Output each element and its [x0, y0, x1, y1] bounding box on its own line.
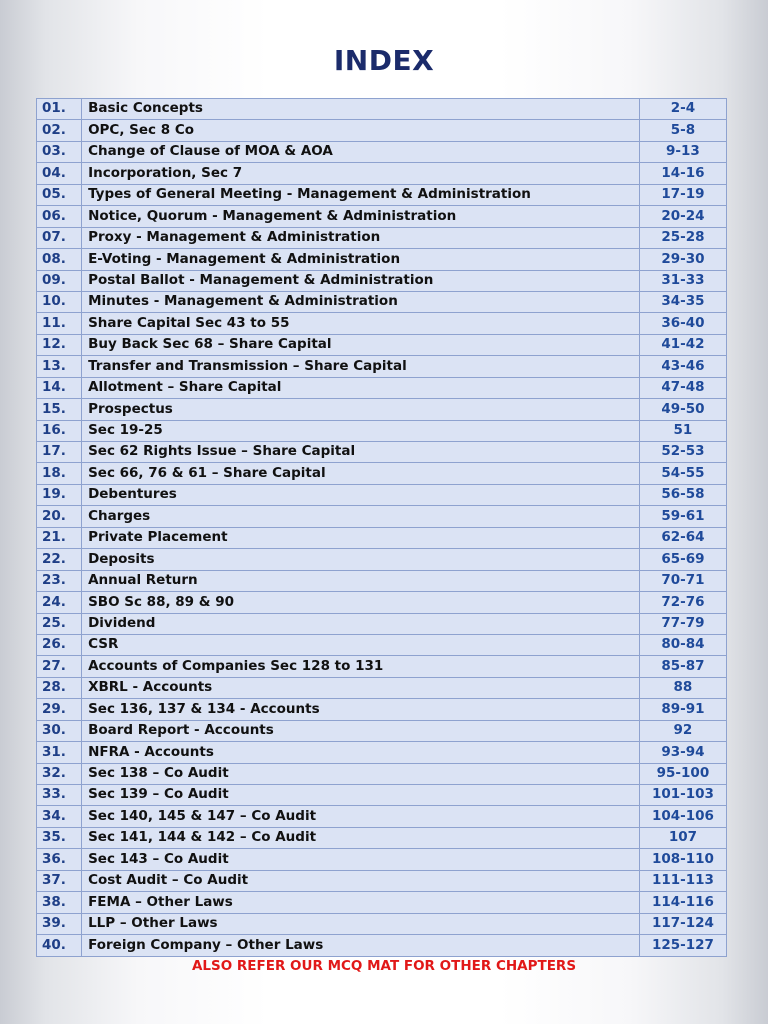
page-title: INDEX [333, 44, 435, 77]
page-range: 101-103 [639, 785, 726, 806]
chapter-number: 28. [37, 677, 82, 698]
page-range: 93-94 [639, 742, 726, 763]
page-range: 29-30 [639, 249, 726, 270]
chapter-number: 38. [37, 892, 82, 913]
chapter-number: 18. [37, 463, 82, 484]
table-row [37, 677, 727, 698]
table-row [37, 720, 727, 741]
chapter-title: Dividend [82, 613, 640, 634]
table-row [37, 184, 727, 205]
page-range: 20-24 [639, 206, 726, 227]
table-row [37, 313, 727, 334]
page-range: 111-113 [639, 870, 726, 891]
index-table [36, 98, 727, 957]
chapter-number: 12. [37, 334, 82, 355]
chapter-number: 19. [37, 484, 82, 505]
chapter-title: CSR [82, 634, 640, 655]
page-range: 108-110 [639, 849, 726, 870]
page-range: 107 [639, 827, 726, 848]
chapter-number: 04. [37, 163, 82, 184]
page-range: 59-61 [639, 506, 726, 527]
table-row [37, 806, 727, 827]
chapter-title: Sec 62 Rights Issue – Share Capital [82, 442, 640, 463]
chapter-number: 02. [37, 120, 82, 141]
page-range: 52-53 [639, 442, 726, 463]
chapter-number: 05. [37, 184, 82, 205]
table-row [37, 356, 727, 377]
chapter-number: 34. [37, 806, 82, 827]
chapter-title: Board Report - Accounts [82, 720, 640, 741]
table-row [37, 656, 727, 677]
chapter-number: 40. [37, 935, 82, 956]
table-row [37, 399, 727, 420]
chapter-title: Share Capital Sec 43 to 55 [82, 313, 640, 334]
chapter-title: Sec 141, 144 & 142 – Co Audit [82, 827, 640, 848]
page-range: 14-16 [639, 163, 726, 184]
table-row [37, 699, 727, 720]
chapter-number: 33. [37, 785, 82, 806]
table-row [37, 849, 727, 870]
chapter-number: 32. [37, 763, 82, 784]
chapter-title: Incorporation, Sec 7 [82, 163, 640, 184]
page-range: 92 [639, 720, 726, 741]
chapter-title: Cost Audit – Co Audit [82, 870, 640, 891]
chapter-title: Postal Ballot - Management & Administration [82, 270, 640, 291]
chapter-title: Debentures [82, 484, 640, 505]
chapter-title: Foreign Company – Other Laws [82, 935, 640, 956]
chapter-number: 01. [37, 99, 82, 120]
page-range: 5-8 [639, 120, 726, 141]
table-row [37, 163, 727, 184]
page-range: 51 [639, 420, 726, 441]
chapter-number: 08. [37, 249, 82, 270]
table-row [37, 484, 727, 505]
chapter-number: 35. [37, 827, 82, 848]
chapter-title: Basic Concepts [82, 99, 640, 120]
chapter-title: Minutes - Management & Administration [82, 291, 640, 312]
page-range: 80-84 [639, 634, 726, 655]
page-range: 117-124 [639, 913, 726, 934]
table-row [37, 334, 727, 355]
page-range: 114-116 [639, 892, 726, 913]
chapter-number: 11. [37, 313, 82, 334]
table-row [37, 613, 727, 634]
chapter-title: Sec 140, 145 & 147 – Co Audit [82, 806, 640, 827]
page-range: 70-71 [639, 570, 726, 591]
page-range: 36-40 [639, 313, 726, 334]
chapter-title: Notice, Quorum - Management & Administration [82, 206, 640, 227]
page-range: 89-91 [639, 699, 726, 720]
chapter-title: Sec 143 – Co Audit [82, 849, 640, 870]
chapter-title: Charges [82, 506, 640, 527]
page-range: 88 [639, 677, 726, 698]
page-range: 85-87 [639, 656, 726, 677]
chapter-number: 36. [37, 849, 82, 870]
chapter-number: 07. [37, 227, 82, 248]
page-range: 125-127 [639, 935, 726, 956]
chapter-number: 31. [37, 742, 82, 763]
chapter-number: 39. [37, 913, 82, 934]
chapter-number: 15. [37, 399, 82, 420]
chapter-number: 27. [37, 656, 82, 677]
chapter-title: Transfer and Transmission – Share Capital [82, 356, 640, 377]
table-row [37, 785, 727, 806]
table-row [37, 870, 727, 891]
table-row [37, 549, 727, 570]
chapter-title: Private Placement [82, 527, 640, 548]
page-range: 9-13 [639, 141, 726, 162]
chapter-title: Sec 19-25 [82, 420, 640, 441]
table-row [37, 206, 727, 227]
chapter-number: 30. [37, 720, 82, 741]
table-row [37, 935, 727, 956]
chapter-title: LLP – Other Laws [82, 913, 640, 934]
table-row [37, 249, 727, 270]
chapter-title: Proxy - Management & Administration [82, 227, 640, 248]
page-range: 54-55 [639, 463, 726, 484]
chapter-title: NFRA - Accounts [82, 742, 640, 763]
table-row [37, 527, 727, 548]
chapter-number: 20. [37, 506, 82, 527]
page-range: 62-64 [639, 527, 726, 548]
chapter-number: 09. [37, 270, 82, 291]
page-range: 25-28 [639, 227, 726, 248]
table-row [37, 742, 727, 763]
chapter-title: Prospectus [82, 399, 640, 420]
page-range: 56-58 [639, 484, 726, 505]
chapter-number: 21. [37, 527, 82, 548]
chapter-title: OPC, Sec 8 Co [82, 120, 640, 141]
table-row [37, 442, 727, 463]
chapter-title: XBRL - Accounts [82, 677, 640, 698]
table-row [37, 141, 727, 162]
table-row [37, 291, 727, 312]
chapter-title: Sec 138 – Co Audit [82, 763, 640, 784]
page-range: 43-46 [639, 356, 726, 377]
page-range: 72-76 [639, 592, 726, 613]
chapter-title: Change of Clause of MOA & AOA [82, 141, 640, 162]
chapter-number: 37. [37, 870, 82, 891]
chapter-number: 13. [37, 356, 82, 377]
chapter-title: FEMA – Other Laws [82, 892, 640, 913]
table-row [37, 592, 727, 613]
table-row [37, 634, 727, 655]
chapter-title: Sec 139 – Co Audit [82, 785, 640, 806]
table-row [37, 506, 727, 527]
footer-note: ALSO REFER OUR MCQ MAT FOR OTHER CHAPTERS [191, 958, 577, 974]
chapter-title: Types of General Meeting - Management & Administration [82, 184, 640, 205]
table-row [37, 892, 727, 913]
page-range: 17-19 [639, 184, 726, 205]
page-range: 49-50 [639, 399, 726, 420]
chapter-number: 10. [37, 291, 82, 312]
table-row [37, 463, 727, 484]
chapter-number: 03. [37, 141, 82, 162]
table-row [37, 827, 727, 848]
table-row [37, 763, 727, 784]
table-row [37, 227, 727, 248]
chapter-title: Annual Return [82, 570, 640, 591]
chapter-number: 16. [37, 420, 82, 441]
chapter-title: Buy Back Sec 68 – Share Capital [82, 334, 640, 355]
chapter-title: E-Voting - Management & Administration [82, 249, 640, 270]
chapter-number: 24. [37, 592, 82, 613]
page-range: 41-42 [639, 334, 726, 355]
chapter-number: 26. [37, 634, 82, 655]
chapter-title: Sec 66, 76 & 61 – Share Capital [82, 463, 640, 484]
chapter-number: 17. [37, 442, 82, 463]
chapter-number: 22. [37, 549, 82, 570]
table-row [37, 570, 727, 591]
chapter-title: SBO Sc 88, 89 & 90 [82, 592, 640, 613]
table-row [37, 420, 727, 441]
page-range: 104-106 [639, 806, 726, 827]
table-row [37, 377, 727, 398]
page-range: 47-48 [639, 377, 726, 398]
page-range: 65-69 [639, 549, 726, 570]
chapter-number: 14. [37, 377, 82, 398]
table-row [37, 913, 727, 934]
chapter-number: 23. [37, 570, 82, 591]
chapter-number: 25. [37, 613, 82, 634]
page-range: 34-35 [639, 291, 726, 312]
chapter-title: Accounts of Companies Sec 128 to 131 [82, 656, 640, 677]
chapter-title: Sec 136, 137 & 134 - Accounts [82, 699, 640, 720]
chapter-title: Deposits [82, 549, 640, 570]
page-range: 95-100 [639, 763, 726, 784]
table-row [37, 270, 727, 291]
index-table-body [37, 99, 727, 957]
table-row [37, 99, 727, 120]
chapter-title: Allotment – Share Capital [82, 377, 640, 398]
chapter-number: 06. [37, 206, 82, 227]
page-range: 31-33 [639, 270, 726, 291]
page-range: 77-79 [639, 613, 726, 634]
table-row [37, 120, 727, 141]
page-range: 2-4 [639, 99, 726, 120]
chapter-number: 29. [37, 699, 82, 720]
